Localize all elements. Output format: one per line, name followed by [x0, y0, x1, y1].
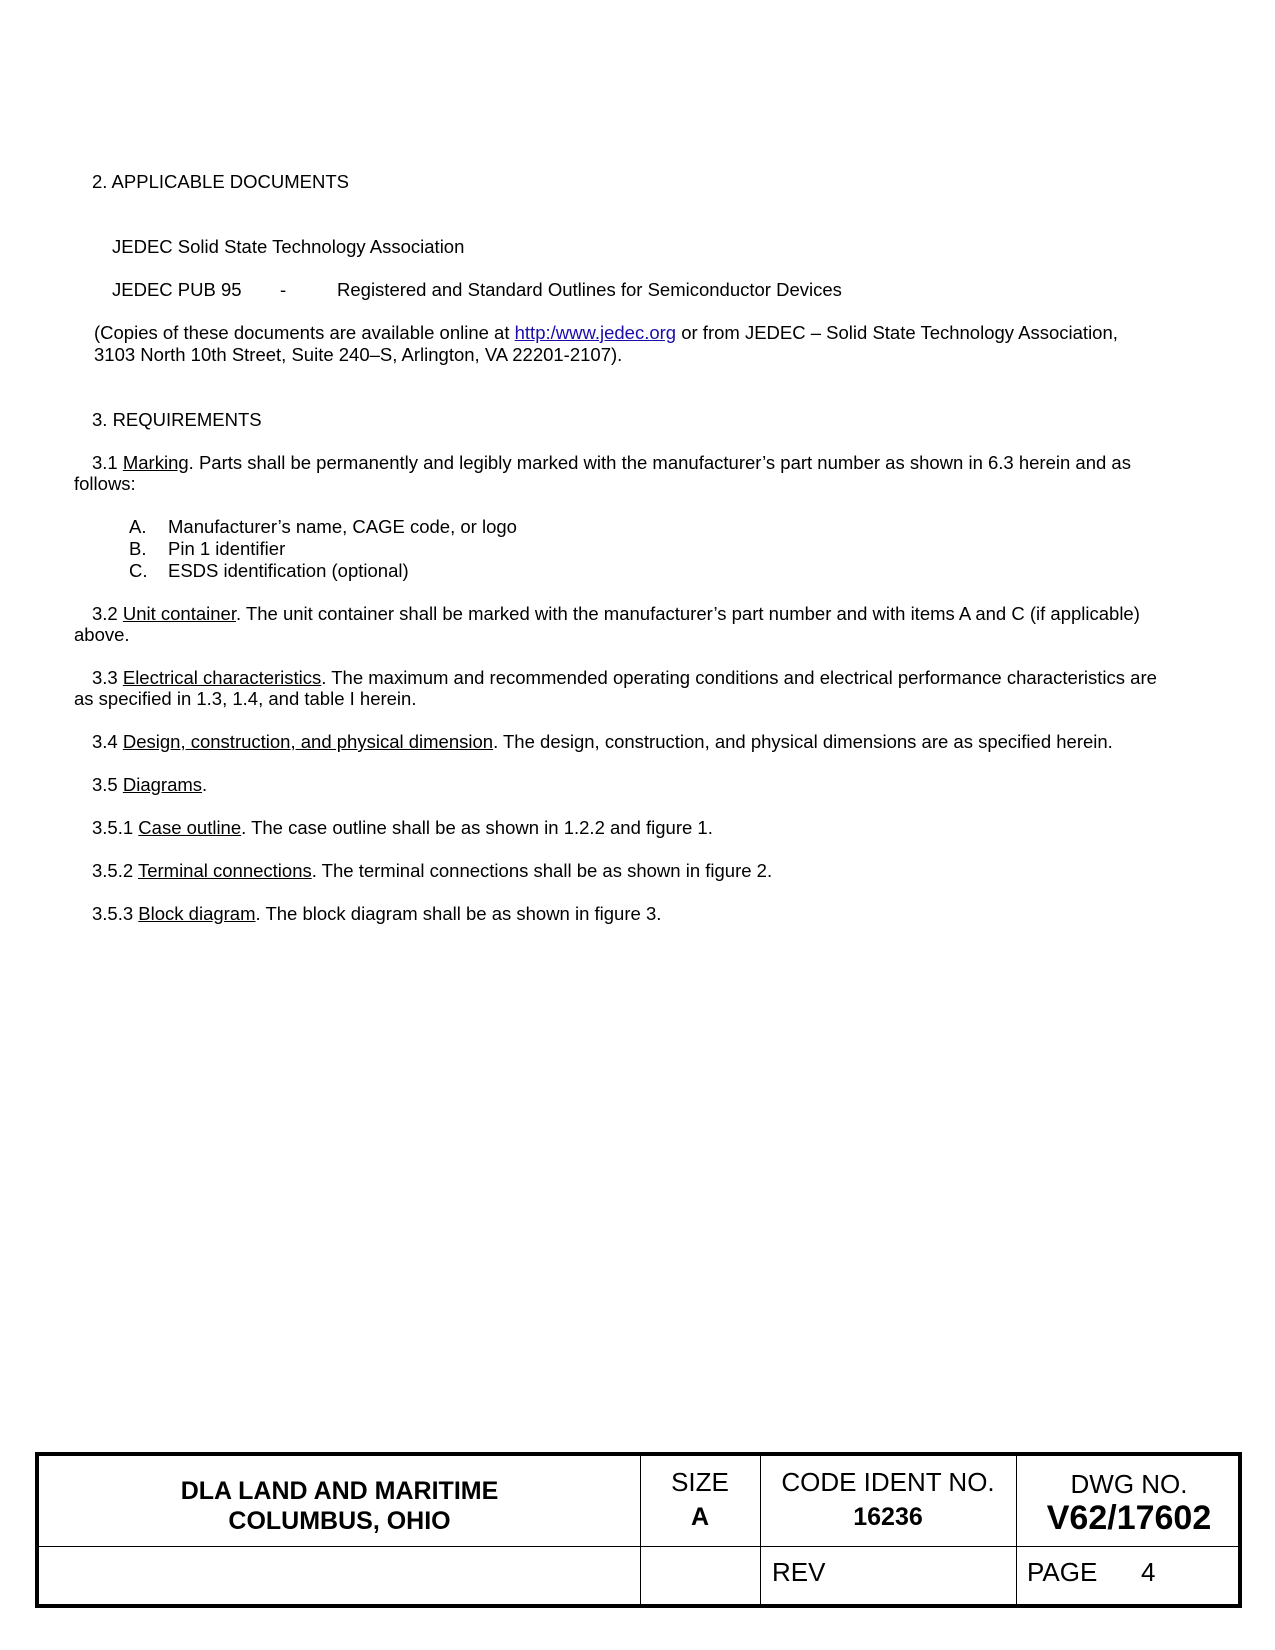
para-3-2-text: . The unit container shall be marked with the manufacturer’s part number and with items A and C (if applicable): [235, 603, 1140, 624]
list-item-a-letter: A.: [129, 516, 147, 537]
copies-note-line1: [94, 322, 1118, 344]
list-item-c-text: ESDS identification (optional): [168, 560, 409, 581]
list-item-b-letter: B.: [129, 538, 147, 559]
para-3-5-title: Diagrams: [122, 774, 203, 795]
para-3-1-number: 3.1: [92, 452, 123, 473]
para-3-3-text: . The maximum and recommended operating conditions and electrical performance characteristics are: [321, 667, 1157, 688]
para-3-5-3-number: 3.5.3: [92, 903, 139, 924]
para-3-5-3: [92, 903, 661, 925]
para-3-3-title: Electrical characteristics: [122, 667, 322, 688]
doc-reference-id: JEDEC PUB 95: [112, 279, 242, 300]
para-3-3-line2: as specified in 1.3, 1.4, and table I herein.: [74, 688, 417, 709]
code-ident-value: 16236: [853, 1503, 923, 1531]
para-3-1-text: . Parts shall be permanently and legibly marked with the manufacturer’s part number as shown in 6.3 herein and as: [188, 452, 1131, 473]
para-3-1-line1: [92, 452, 1131, 474]
para-3-5-1-text: . The case outline shall be as shown in 1.2.2 and figure 1.: [241, 817, 713, 838]
para-3-2-line1: [92, 603, 1140, 625]
para-3-2-line2: above.: [74, 624, 130, 645]
para-3-2-number: 3.2: [92, 603, 123, 624]
copies-note-line2: 3103 North 10th Street, Suite 240–S, Arlington, VA 22201-2107).: [94, 344, 623, 365]
section-2-heading: 2. APPLICABLE DOCUMENTS: [92, 171, 350, 192]
jedec-org-name: JEDEC Solid State Technology Association: [112, 236, 465, 257]
size-value: A: [690, 1503, 710, 1531]
size-label: SIZE: [671, 1467, 729, 1497]
agency-line1: DLA LAND AND MARITIME: [180, 1477, 499, 1505]
para-3-2-title: Unit container: [122, 603, 236, 624]
copies-note-pre: (Copies of these documents are available online at: [94, 322, 515, 343]
para-3-5-3-title: Block diagram: [138, 903, 256, 924]
para-3-5-2-number: 3.5.2: [92, 860, 138, 881]
para-3-3-line1: [92, 667, 1157, 689]
page-label: PAGE: [1027, 1557, 1098, 1587]
para-3-4-text: . The design, construction, and physical dimensions are as specified herein.: [493, 731, 1113, 752]
list-item-c-letter: C.: [129, 560, 148, 581]
agency-name: [39, 1476, 640, 1536]
dwg-no-label: DWG NO.: [1070, 1469, 1188, 1499]
agency-line2: COLUMBUS, OHIO: [228, 1507, 451, 1535]
dwg-no-value: V62/17602: [1046, 1499, 1212, 1537]
para-3-5-1-number: 3.5.1: [92, 817, 139, 838]
list-item-b-text: Pin 1 identifier: [168, 538, 286, 559]
para-3-5-3-text: . The block diagram shall be as shown in figure 3.: [255, 903, 662, 924]
para-3-4-title: Design, construction, and physical dimension: [122, 731, 494, 752]
para-3-1-title: Marking: [122, 452, 189, 473]
para-3-1-line2: follows:: [74, 473, 136, 494]
para-3-5-2-text: . The terminal connections shall be as shown in figure 2.: [311, 860, 773, 881]
para-3-5-2-title: Terminal connections: [137, 860, 312, 881]
doc-reference-dash: -: [280, 279, 287, 300]
para-3-5-number: 3.5: [92, 774, 123, 795]
copies-note-post: or from JEDEC – Solid State Technology Association,: [676, 322, 1118, 343]
para-3-5-2: [92, 860, 772, 882]
para-3-5: [92, 774, 207, 796]
list-item-a-text: Manufacturer’s name, CAGE code, or logo: [168, 516, 517, 537]
doc-reference-title: Registered and Standard Outlines for Semiconductor Devices: [337, 279, 842, 300]
para-3-4: [92, 731, 1113, 753]
section-3-heading: 3. REQUIREMENTS: [92, 409, 262, 430]
title-block: [35, 1452, 1242, 1608]
para-3-5-text: .: [202, 774, 208, 795]
para-3-5-1-title: Case outline: [138, 817, 242, 838]
jedec-link[interactable]: http:/www.jedec.org: [514, 322, 677, 343]
title-block-divider-horizontal: [39, 1546, 1238, 1547]
code-ident-label: CODE IDENT NO.: [781, 1467, 995, 1497]
rev-label: REV: [772, 1557, 826, 1587]
page-number: 4: [1141, 1557, 1156, 1587]
para-3-5-1: [92, 817, 713, 839]
para-3-3-number: 3.3: [92, 667, 123, 688]
para-3-4-number: 3.4: [92, 731, 123, 752]
